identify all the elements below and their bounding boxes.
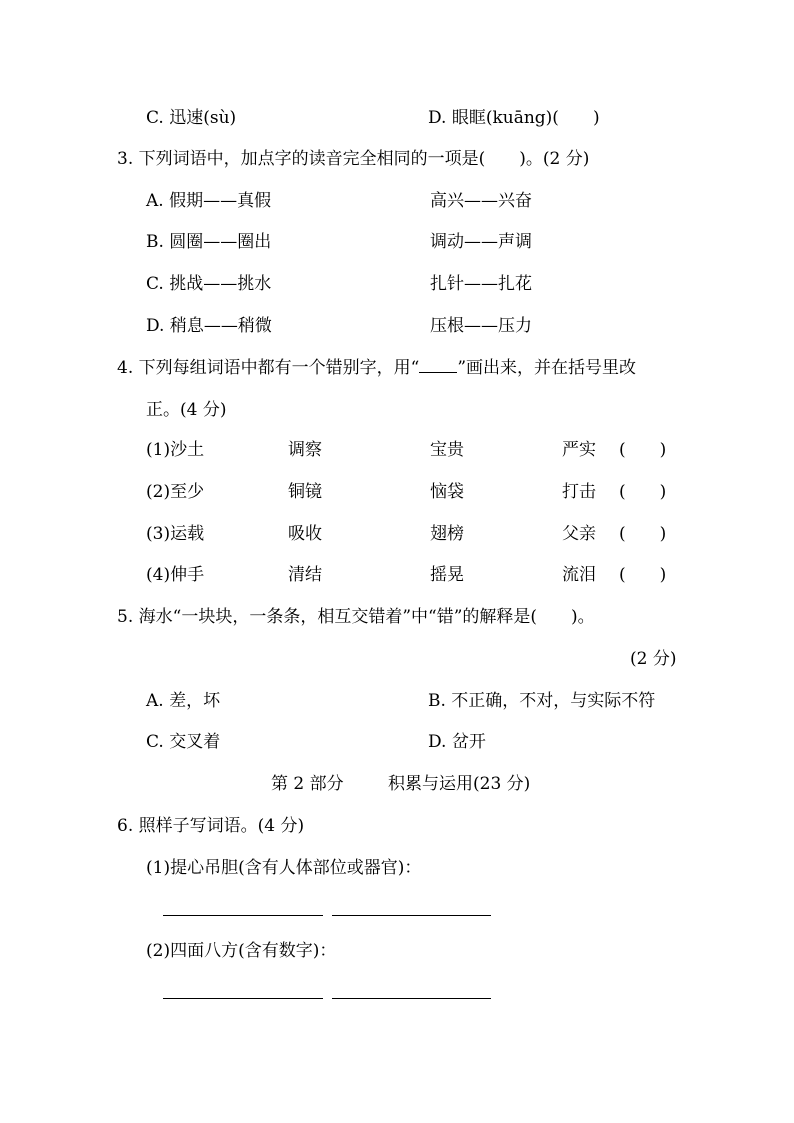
q2-option-c: C. 迅速(sù) [146, 108, 237, 128]
q3-option-a-right: 高兴——兴奋 [430, 191, 532, 211]
q3-option-d-right: 压根——压力 [430, 316, 532, 336]
q4-row4-word2: 清结 [288, 565, 322, 585]
q4-stem-part1: 4. 下列每组词语中都有一个错别字，用“ [117, 358, 420, 378]
q4-row2-word1: (2)至少 [146, 482, 205, 502]
q3-option-b-right: 调动——声调 [430, 232, 532, 252]
q3-stem: 3. 下列词语中，加点字的读音完全相同的一项是( )。(2 分) [117, 149, 590, 169]
q4-row3-word3: 翅榜 [430, 524, 464, 544]
q6-item2-answer-line-1[interactable] [163, 998, 323, 999]
q5-option-b: B. 不正确，不对，与实际不符 [428, 691, 656, 711]
q5-option-d: D. 岔开 [428, 732, 486, 752]
q2-option-d: D. 眼眶(kuāng)( ) [428, 108, 600, 128]
section-2-part-label: 第 2 部分 [271, 774, 344, 794]
q5-score: (2 分) [630, 649, 677, 669]
q4-row2-answer-blank: ( ) [619, 482, 667, 502]
q5-stem: 5. 海水“一块块，一条条，相互交错着”中“错”的解释是( )。 [117, 607, 595, 627]
q5-option-a: A. 差，坏 [146, 691, 221, 711]
q4-row3-word1: (3)运载 [146, 524, 205, 544]
q4-row2-word2: 铜镜 [288, 482, 322, 502]
section-2-title: 积累与运用(23 分) [388, 774, 531, 794]
q4-row1-word2: 调察 [288, 440, 322, 460]
q4-stem-line1 [117, 357, 636, 379]
q6-item1-answer-line-1[interactable] [163, 915, 323, 916]
q3-option-a-left: A. 假期——真假 [146, 191, 272, 211]
q6-stem: 6. 照样子写词语。(4 分) [117, 816, 305, 836]
q3-option-b-left: B. 圆圈——圈出 [146, 232, 272, 252]
q3-option-c-right: 扎针——扎花 [430, 274, 532, 294]
q6-item1-answer-line-2[interactable] [332, 915, 491, 916]
q6-item2: (2)四面八方(含有数字)： [146, 941, 337, 961]
q6-item2-answer-line-2[interactable] [332, 998, 491, 999]
q4-row3-word2: 吸收 [288, 524, 322, 544]
q4-row4-word4: 流泪 [562, 565, 596, 585]
q4-row2-word3: 恼袋 [430, 482, 464, 502]
q6-item1: (1)提心吊胆(含有人体部位或器官)： [146, 858, 422, 878]
q4-row1-answer-blank: ( ) [619, 440, 667, 460]
q4-stem-part2: ”画出来，并在括号里改 [457, 358, 637, 378]
q4-row1-word4: 严实 [562, 440, 596, 460]
q4-underline-blank [419, 358, 457, 373]
q4-row1-word1: (1)沙土 [146, 440, 205, 460]
q4-stem-line2: 正。(4 分) [146, 400, 227, 420]
q5-option-c: C. 交叉着 [146, 732, 221, 752]
q3-option-c-left: C. 挑战——挑水 [146, 274, 272, 294]
q4-row4-word3: 摇晃 [430, 565, 464, 585]
q4-row2-word4: 打击 [562, 482, 596, 502]
q4-row4-word1: (4)伸手 [146, 565, 205, 585]
q3-option-d-left: D. 稍息——稍微 [146, 316, 272, 336]
q4-row3-word4: 父亲 [562, 524, 596, 544]
q4-row1-word3: 宝贵 [430, 440, 464, 460]
q4-row3-answer-blank: ( ) [619, 524, 667, 544]
q4-row4-answer-blank: ( ) [619, 565, 667, 585]
